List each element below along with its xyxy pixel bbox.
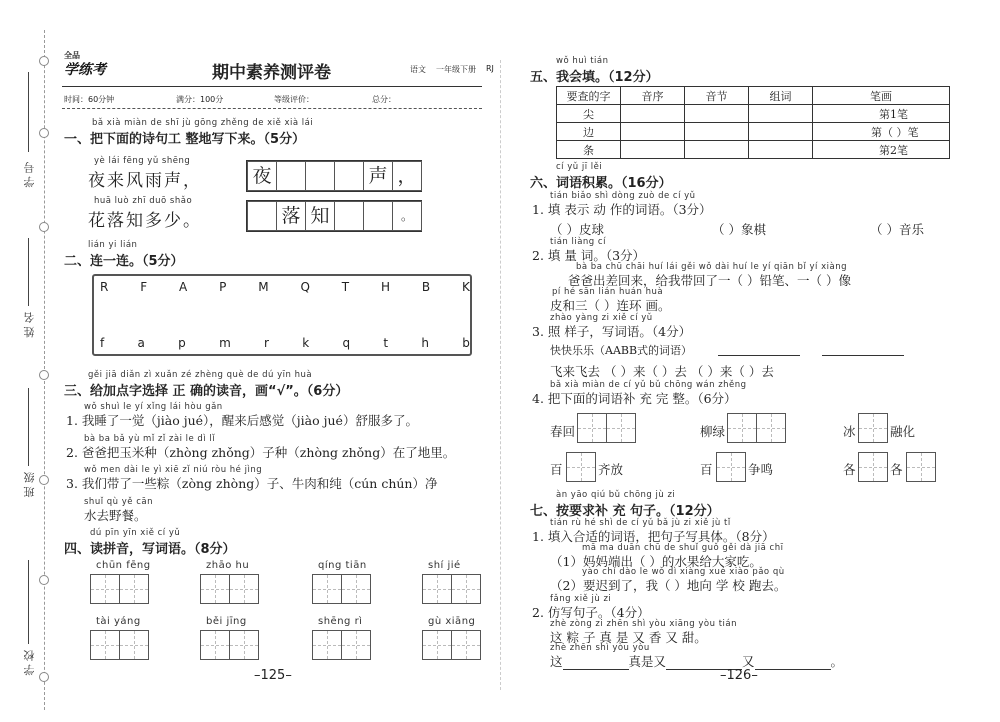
- s4-word-boxes: [312, 630, 370, 660]
- fill-text: 又: [742, 654, 755, 669]
- match-letter-lower[interactable]: r: [264, 336, 269, 350]
- s4-word-boxes: [200, 574, 258, 604]
- writing-cell[interactable]: [276, 161, 306, 191]
- answer-cell[interactable]: [621, 123, 685, 141]
- writing-cell[interactable]: [422, 574, 452, 604]
- s6-q2-pinyin: tián liàng cí: [550, 237, 606, 247]
- idiom-text: 百: [700, 462, 713, 477]
- s4-word-pinyin: shēng rì: [318, 616, 363, 627]
- s4-word-pinyin: zhāo hu: [206, 560, 250, 571]
- match-letter-upper[interactable]: R: [100, 280, 109, 294]
- binding-hole: [39, 128, 49, 138]
- s6-pinyin: cí yǔ jī lěi: [556, 162, 603, 172]
- writing-cell[interactable]: [756, 413, 786, 443]
- s4-word-pinyin: qíng tiān: [318, 560, 367, 571]
- s4-word-boxes: [312, 574, 370, 604]
- answer-cell[interactable]: [685, 123, 749, 141]
- s5-pinyin: wǒ huì tián: [556, 56, 609, 66]
- answer-cell[interactable]: [621, 141, 685, 159]
- match-letter-upper[interactable]: H: [381, 280, 391, 294]
- student-id-label: 学 号: [23, 162, 36, 188]
- s4-word-pinyin: běi jīng: [206, 616, 247, 627]
- answer-cell[interactable]: [749, 105, 813, 123]
- idiom-boxes: [906, 452, 935, 482]
- writing-cell[interactable]: [334, 201, 364, 231]
- idiom-text: 冰: [843, 424, 856, 439]
- s4-word-boxes: [90, 574, 148, 604]
- s3-q3a: 3. 我们带了一些粽（zòng zhòng）子、牛肉和纯（cún chún）净: [66, 476, 438, 491]
- stroke-cell[interactable]: [813, 105, 950, 123]
- s1-line1-pinyin: yè lái fēng yǔ shēng: [94, 156, 191, 166]
- idiom-text: 柳绿: [700, 424, 726, 439]
- class-line: [28, 388, 29, 466]
- col-header: 组词: [749, 87, 813, 105]
- s6-q1-item[interactable]: （ ）象棋: [712, 222, 766, 237]
- idiom-boxes: [716, 452, 745, 482]
- s4-word-boxes: [422, 630, 480, 660]
- writing-cell[interactable]: [716, 452, 746, 482]
- s7-q2-example: 这 粽 子 真 是 又 香 又 甜。: [550, 630, 707, 645]
- page-number-left: –125–: [254, 668, 292, 683]
- class-label: 班 级: [23, 472, 36, 498]
- match-letter-lower[interactable]: b: [462, 336, 470, 350]
- time-label: 时间：60分钟: [64, 95, 115, 104]
- s7-q1a-pinyin: mā ma duān chū de shuǐ guǒ gěi dà jiā chī: [582, 543, 784, 553]
- name-line: [28, 238, 29, 306]
- match-letter-lower[interactable]: a: [137, 336, 145, 350]
- s7-q2: 2. 仿写句子。（4分）: [532, 605, 650, 620]
- answer-cell[interactable]: [685, 141, 749, 159]
- meta-info: [410, 64, 494, 75]
- s1-title: 一、把下面的诗句工 整地写下来。（5分）: [64, 132, 306, 147]
- col-header: 要查的字: [557, 87, 621, 105]
- writing-cell[interactable]: 落: [276, 201, 306, 231]
- writing-cell[interactable]: [606, 413, 636, 443]
- s3-q1-pinyin: wǒ shuì le yí xǐng lái hòu gǎn: [84, 402, 223, 412]
- match-letter-lower[interactable]: h: [421, 336, 430, 350]
- answer-cell[interactable]: [621, 105, 685, 123]
- match-letter-upper[interactable]: B: [421, 280, 431, 294]
- writing-cell[interactable]: 夜: [247, 161, 277, 191]
- s6-q3: 3. 照 样子，写词语。（4分）: [532, 324, 692, 339]
- s3-title: 三、给加点字选择 正 确的读音，画“√”。（6分）: [64, 384, 349, 399]
- match-letter-lower[interactable]: f: [100, 336, 105, 350]
- subject: 语文: [410, 65, 426, 74]
- idiom-text: 春回: [550, 424, 576, 439]
- s4-word-boxes: [90, 630, 148, 660]
- match-letter-upper[interactable]: Q: [300, 280, 310, 294]
- writing-cell[interactable]: [334, 161, 364, 191]
- s6-q4-pinyin: bǎ xià miàn de cí yǔ bǔ chōng wán zhěng: [550, 380, 747, 390]
- writing-cell[interactable]: [341, 574, 371, 604]
- match-letter-upper[interactable]: T: [341, 280, 350, 294]
- idiom-boxes: [858, 413, 887, 443]
- logo: [64, 50, 106, 79]
- s6-q1-item[interactable]: （ ）音乐: [870, 222, 924, 237]
- logo-main: 学练考: [64, 62, 106, 78]
- s2-upper-letters: [100, 280, 470, 294]
- s6-q1: 1. 填 表示 动 作的词语。（3分）: [532, 202, 712, 217]
- s7-q2-fill: [550, 652, 843, 670]
- s7-q2-fill-pinyin: zhè zhēn shì yòu yòu: [550, 643, 650, 653]
- writing-cell[interactable]: [363, 201, 393, 231]
- s4-pinyin: dú pīn yīn xiě cí yǔ: [90, 528, 181, 538]
- s6-q3-example: 快快乐乐（AABB式的词语）: [550, 344, 693, 357]
- match-letter-lower[interactable]: t: [383, 336, 389, 350]
- student-id-line: [28, 72, 29, 152]
- page-title: 期中素养测评卷: [212, 63, 331, 83]
- writing-cell[interactable]: [727, 413, 757, 443]
- s7-title: 七、按要求补 充 句子。（12分）: [530, 504, 720, 519]
- s5-table: [556, 86, 950, 159]
- s4-word-pinyin: chūn fēng: [96, 560, 151, 571]
- s7-q1b-pinyin: yào chí dào le wǒ dì xiàng xué xiào pǎo qù: [582, 567, 785, 577]
- stroke-text: 第（ ）笔: [871, 125, 919, 139]
- binding-hole: [39, 370, 49, 380]
- col-header: 音节: [685, 87, 749, 105]
- s6-q3-pinyin: zhào yàng zi xiě cí yǔ: [550, 313, 653, 323]
- writing-cell[interactable]: [858, 452, 888, 482]
- s4-word-pinyin: tài yáng: [96, 616, 141, 627]
- s6-q2-line2: 皮和三（ ）连环 画。: [550, 298, 671, 313]
- s1-line2: 花落知多少。: [88, 211, 202, 231]
- name-label: 姓 名: [23, 312, 36, 338]
- s6-q1-pinyin: tián biǎo shì dòng zuò de cí yǔ: [550, 191, 696, 201]
- s6-title: 六、词语积累。（16分）: [530, 176, 672, 191]
- s1-writing-box-1: [246, 160, 422, 192]
- answer-blank[interactable]: [822, 344, 904, 356]
- match-letter-lower[interactable]: m: [219, 336, 231, 350]
- fill-text: 这: [550, 654, 563, 669]
- s7-pinyin: àn yāo qiú bǔ chōng jù zi: [556, 490, 676, 500]
- writing-cell[interactable]: [566, 452, 596, 482]
- match-letter-lower[interactable]: k: [302, 336, 310, 350]
- grade: 一年级下册: [436, 65, 476, 74]
- s2-title: 二、连一连。（5分）: [64, 254, 184, 269]
- answer-blank[interactable]: [755, 658, 831, 670]
- s3-q3b: 水去野餐。: [84, 508, 147, 523]
- writing-cell[interactable]: [119, 574, 149, 604]
- binding-hole: [39, 56, 49, 66]
- table-cell: 边: [557, 123, 621, 141]
- table-cell: 尖: [557, 105, 621, 123]
- school-line: [28, 560, 29, 644]
- s1-pinyin: bǎ xià miàn de shī jù gōng zhěng de xiě xià lái: [92, 118, 314, 128]
- writing-cell[interactable]: [90, 630, 120, 660]
- s1-line1: 夜来风雨声，: [88, 171, 202, 191]
- match-letter-upper[interactable]: M: [258, 280, 269, 294]
- answer-blank[interactable]: [718, 344, 800, 356]
- school-label: 学 校: [23, 650, 36, 676]
- match-letter-upper[interactable]: F: [140, 280, 148, 294]
- s6-q2-line-pinyin: bà ba chū chāi huí lái gěi wǒ dài huí le yí qiān bǐ yí xiàng: [576, 262, 847, 272]
- page-number-right: –126–: [720, 668, 758, 683]
- fill-text: 真是又: [628, 654, 667, 669]
- s1-writing-box-2: [246, 200, 422, 232]
- s3-q2: 2. 爸爸把玉米种（zhòng zhǒng）子种（zhòng zhǒng）在了地里。: [66, 445, 456, 460]
- s4-word-pinyin: shí jié: [428, 560, 461, 571]
- binding-hole: [39, 575, 49, 585]
- col-header: 笔画: [813, 87, 950, 105]
- writing-cell[interactable]: [341, 630, 371, 660]
- logo-top: 全品: [64, 51, 80, 60]
- answer-cell[interactable]: [749, 123, 813, 141]
- s7-q1a: （1）妈妈端出（ ）的水果给大家吃。: [550, 554, 762, 569]
- s1-line2-pinyin: huā luò zhī duō shǎo: [94, 196, 193, 206]
- edition: RJ: [486, 64, 494, 73]
- s3-q2-pinyin: bà ba bǎ yù mǐ zǐ zài le dì lǐ: [84, 434, 216, 444]
- s4-word-boxes: [422, 574, 480, 604]
- idiom-boxes: [727, 413, 785, 443]
- writing-cell[interactable]: [90, 574, 120, 604]
- s5-title: 五、我会填。（12分）: [530, 70, 659, 85]
- match-letter-lower[interactable]: p: [178, 336, 186, 350]
- col-header: 音序: [621, 87, 685, 105]
- writing-cell[interactable]: [906, 452, 936, 482]
- writing-cell[interactable]: [451, 630, 481, 660]
- s7-q2-example-pinyin: zhè zòng zi zhēn shì yòu xiāng yòu tián: [550, 619, 738, 629]
- idiom-boxes: [858, 452, 887, 482]
- s4-word-pinyin: gù xiāng: [428, 616, 476, 627]
- s3-q3-pinyin: wǒ men dài le yì xiē zǐ niú ròu hé jìng: [84, 465, 263, 475]
- idiom-text: 争鸣: [748, 462, 774, 477]
- score-label: 满分：100分: [176, 95, 224, 104]
- s6-q2-line: 爸爸出差回来，给我带回了一（ ）铅笔、一（ ）像: [568, 273, 851, 288]
- writing-cell[interactable]: 。: [392, 201, 422, 231]
- writing-cell[interactable]: [422, 630, 452, 660]
- answer-blank[interactable]: [563, 658, 629, 670]
- writing-cell[interactable]: [312, 574, 342, 604]
- s4-word-boxes: [200, 630, 258, 660]
- s2-pinyin: lián yi lián: [88, 240, 138, 250]
- idiom-text: 百: [550, 462, 563, 477]
- writing-cell[interactable]: [312, 630, 342, 660]
- writing-cell[interactable]: [247, 201, 277, 231]
- s7-q1b: （2）要迟到了，我（ ）地向 学 校 跑去。: [550, 578, 787, 593]
- stroke-cell[interactable]: [813, 141, 950, 159]
- binding-hole: [39, 672, 49, 682]
- writing-cell[interactable]: 知: [305, 201, 335, 231]
- s6-q4: 4. 把下面的词语补 充 完 整。（6分）: [532, 391, 737, 406]
- answer-cell[interactable]: [685, 105, 749, 123]
- writing-cell[interactable]: [119, 630, 149, 660]
- idiom-boxes: [566, 452, 595, 482]
- s3-pinyin: gěi jiā diǎn zì xuǎn zé zhèng què de dú yīn huà: [88, 370, 313, 380]
- s6-q1-item[interactable]: （ ）皮球: [550, 222, 604, 237]
- s6-q2-line2-pinyin: pí hé sān lián huán huà: [552, 287, 664, 297]
- writing-cell[interactable]: [200, 574, 230, 604]
- writing-cell[interactable]: ，: [392, 161, 422, 191]
- writing-cell[interactable]: [451, 574, 481, 604]
- s6-q3-line: 飞来飞去 （ ）来（ ）去 （ ）来（ ）去: [550, 364, 774, 379]
- s4-title: 四、读拼音，写词语。（8分）: [64, 542, 236, 557]
- writing-cell[interactable]: [229, 630, 259, 660]
- writing-cell[interactable]: [305, 161, 335, 191]
- total-label: 总分：: [372, 95, 396, 104]
- idiom-text: 齐放: [598, 462, 624, 477]
- writing-cell[interactable]: 声: [363, 161, 393, 191]
- binding-margin: [0, 0, 58, 722]
- stroke-cell[interactable]: [813, 123, 950, 141]
- s7-q1-pinyin: tián rù hé shì de cí yǔ bǎ jù zi xiě jù tǐ: [550, 518, 731, 528]
- idiom-text: 各: [890, 462, 903, 477]
- match-letter-upper[interactable]: P: [219, 280, 227, 294]
- s7-q1: 1. 填入合适的词语，把句子写具体。（8分）: [532, 529, 775, 544]
- fill-text: 。: [830, 654, 844, 669]
- writing-cell[interactable]: [858, 413, 888, 443]
- s7-q2-pinyin: fǎng xiě jù zi: [550, 594, 612, 604]
- idiom-text: 融化: [890, 424, 916, 439]
- stroke-text: 第1笔: [879, 107, 908, 121]
- match-letter-lower[interactable]: q: [342, 336, 351, 350]
- writing-cell[interactable]: [577, 413, 607, 443]
- answer-cell[interactable]: [749, 141, 813, 159]
- page-divider: [500, 60, 501, 690]
- table-cell: 条: [557, 141, 621, 159]
- s3-q1: 1. 我睡了一觉（jiào jué），醒来后感觉（jiào jué）舒服多了。: [66, 413, 418, 428]
- stroke-text: 第2笔: [879, 143, 908, 157]
- idiom-text: 各: [843, 462, 856, 477]
- info-rule: [62, 108, 482, 109]
- match-letter-upper[interactable]: A: [179, 280, 188, 294]
- s6-q2: 2. 填 量 词。（3分）: [532, 248, 646, 263]
- s2-lower-letters: [100, 336, 470, 350]
- idiom-boxes: [577, 413, 635, 443]
- writing-cell[interactable]: [229, 574, 259, 604]
- binding-hole: [39, 222, 49, 232]
- writing-cell[interactable]: [200, 630, 230, 660]
- match-letter-upper[interactable]: K: [462, 280, 470, 294]
- s3-q3b-pinyin: shuǐ qù yě cān: [84, 497, 153, 507]
- level-label: 等级评价：: [274, 95, 314, 104]
- binding-hole: [39, 475, 49, 485]
- header-rule: [62, 86, 482, 87]
